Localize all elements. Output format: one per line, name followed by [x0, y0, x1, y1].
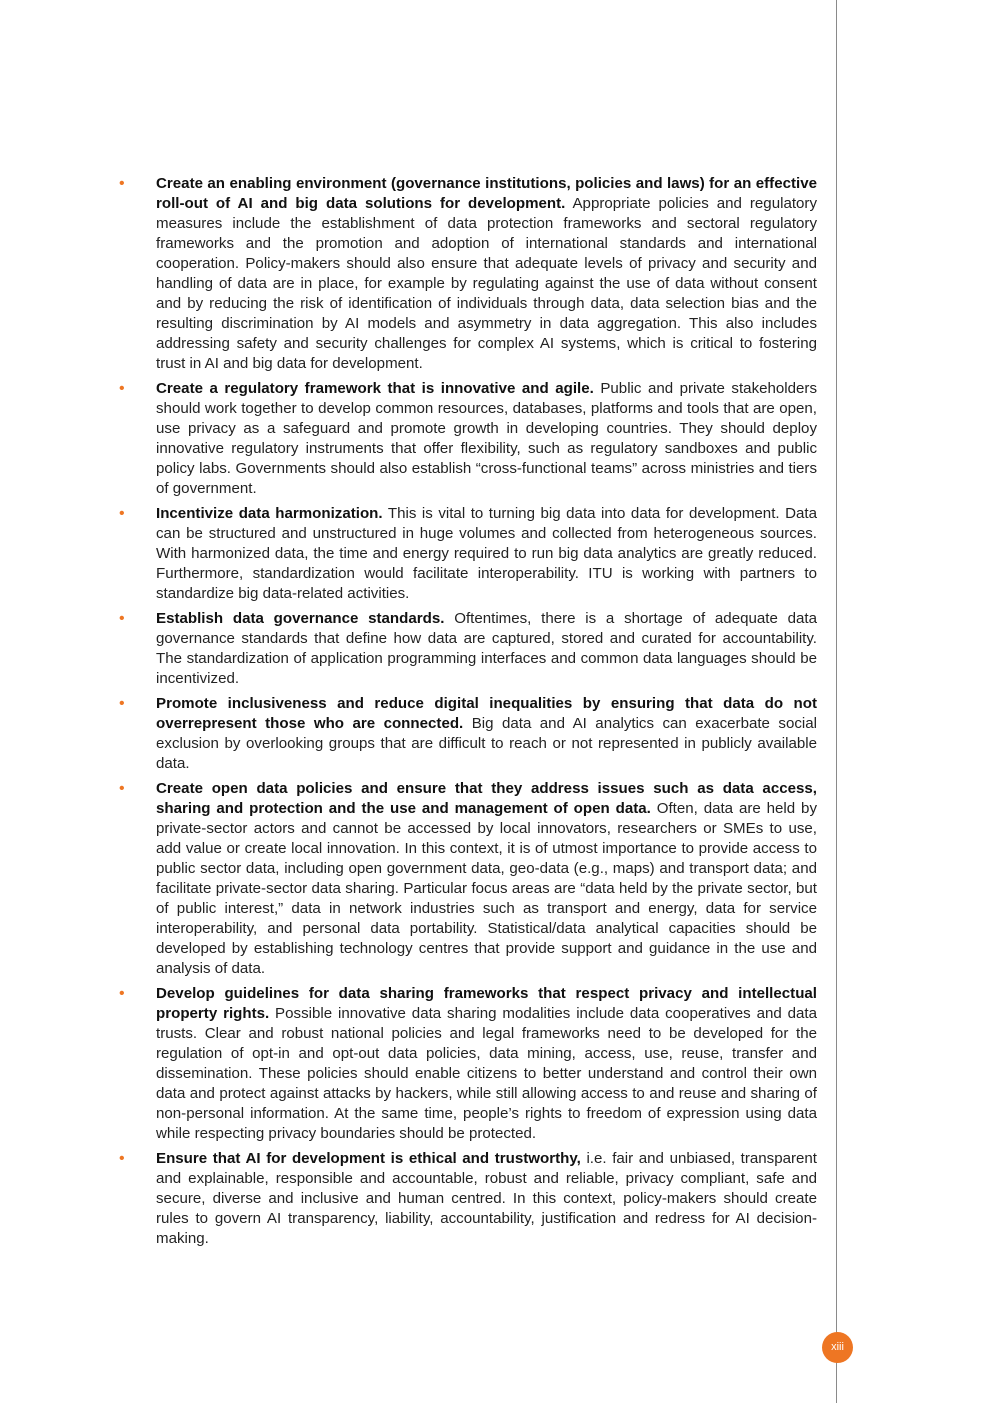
list-item — [116, 1149, 817, 1249]
bullet-icon: • — [119, 505, 125, 522]
list-item — [116, 779, 817, 979]
recommendations-section — [116, 174, 817, 1254]
bullet-icon: • — [119, 695, 125, 712]
list-item — [116, 504, 817, 604]
item-lead: Develop guidelines for data sharing frameworks that respect privacy and intellectual property rights. — [156, 985, 817, 1022]
bullet-icon: • — [119, 1150, 125, 1167]
list-item — [116, 984, 817, 1144]
item-body: This is vital to turning big data into data for development. Data can be structured and unstructured in huge volumes and collected from heterogeneous sources. With harmonized data, the time and energy required to run big data analytics are greatly reduced. Furthermore, standardization would facilitate interoperability. ITU is working with partners to standardize big data-related activities. — [156, 505, 817, 602]
item-body: Public and private stakeholders should work together to develop common resources, databases, platforms and tools that are open, use privacy as a safeguard and promote growth in developing countries. They should deploy innovative regulatory instruments that offer flexibility, such as regulatory sandboxes and public policy labs. Governments should also establish “cross-functional teams” across ministries and tiers of government. — [156, 380, 818, 497]
item-lead: Incentivize data harmonization. — [156, 505, 383, 522]
page-number-badge: xiii — [822, 1332, 853, 1363]
item-lead: Create open data policies and ensure that they address issues such as data access, sharing and protection and the use and management of open data. — [156, 780, 817, 817]
item-lead: Promote inclusiveness and reduce digital inequalities by ensuring that data do not overrepresent those who are connected. — [156, 695, 817, 732]
list-item — [116, 694, 817, 774]
item-lead: Establish data governance standards. — [156, 610, 445, 627]
bullet-icon: • — [119, 780, 125, 797]
item-body: Big data and AI analytics can exacerbate social exclusion by overlooking groups that are difficult to reach or not represented in publicly available data. — [156, 715, 817, 772]
list-item — [116, 174, 817, 374]
bullet-icon: • — [119, 610, 125, 627]
item-body: Appropriate policies and regulatory measures include the establishment of data protection frameworks and sectoral regulatory frameworks and the promotion and adoption of international standards and international cooperation. Policy-makers should also ensure that adequate levels of privacy and security and handling of data are in place, for example by regulating against the use of data without consent and by reducing the risk of identification of individuals through data, data selection bias and the resulting discrimination by AI models and asymmetry in data aggregation. This also includes addressing safety and security challenges for complex AI systems, which is critical to fostering trust in AI and big data for development. — [156, 195, 817, 372]
item-lead: Ensure that AI for development is ethical and trustworthy, — [156, 1150, 581, 1167]
item-body: Possible innovative data sharing modalities include data cooperatives and data trusts. Clear and robust national policies and legal frameworks need to be developed for the regulation of opt-in and opt-out data policies, data mining, access, use, reuse, transfer and dissemination. These policies should enable citizens to better understand and control their own data and protect against attacks by hackers, while still allowing access to and reuse and sharing of non-personal information. At the same time, people’s rights to freedom of expression using data while respecting privacy boundaries should be protected. — [156, 1005, 817, 1142]
bullet-icon: • — [119, 985, 125, 1002]
item-lead: Create a regulatory framework that is innovative and agile. — [156, 380, 594, 397]
item-lead: Create an enabling environment (governance institutions, policies and laws) for an effective roll-out of AI and big data solutions for development. — [156, 175, 817, 212]
list-item — [116, 609, 817, 689]
item-body: Often, data are held by private-sector actors and cannot be accessed by local innovators, researchers or SMEs to use, add value or create local innovation. In this context, it is of utmost importance to provide access to public sector data, including open government data, geo-data (e.g., maps) and transport data; and facilitate private-sector data sharing. Particular focus areas are “data held by the private sector, but of public interest,” data in network industries such as transport and energy, data for service interoperability, and personal data portability. Statistical/data analytical capacities should be developed by establishing technology centres that provide support and guidance in the use and analysis of data. — [156, 800, 817, 977]
bullet-icon: • — [119, 380, 125, 397]
list-item — [116, 379, 817, 499]
item-body: i.e. fair and unbiased, transparent and explainable, responsible and accountable, robust and reliable, privacy compliant, safe and secure, diverse and inclusive and human centred. In this context, policy-makers should create rules to govern AI transparency, liability, accountability, justification and redress for AI decision-making. — [156, 1150, 817, 1247]
bullet-icon: • — [119, 175, 125, 192]
recommendations-list — [116, 174, 817, 1249]
item-body: Oftentimes, there is a shortage of adequate data governance standards that define how data are captured, stored and curated for accountability. The standardization of application programming interfaces and common data languages should be incentivized. — [156, 610, 817, 687]
page-margin-rule — [836, 0, 837, 1403]
